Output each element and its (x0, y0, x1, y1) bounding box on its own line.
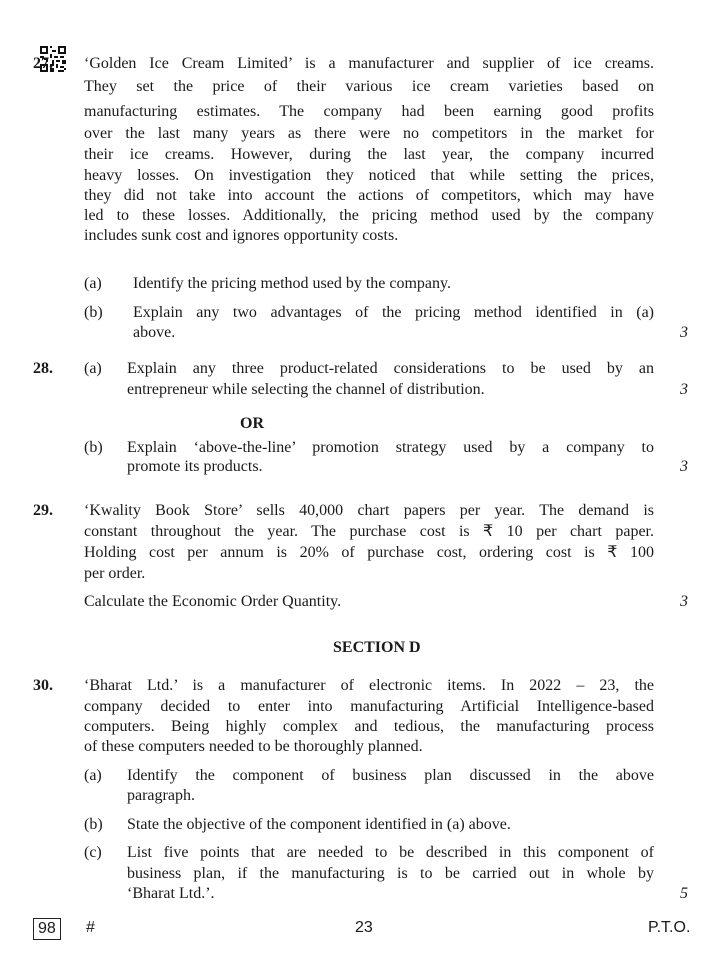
q27b-text-line: above. (133, 324, 176, 341)
q29-text-line: constant throughout the year. The purchase cost is ₹ 10 per chart paper. (84, 523, 654, 540)
q27a-text: Identify the pricing method used by the company. (133, 275, 451, 292)
pto-label: P.T.O. (648, 919, 691, 936)
subpart-label: (b) (84, 816, 103, 833)
q30c-text-line: List five points that are needed to be described in this component of (127, 844, 654, 861)
q28b-text-line: promote its products. (127, 458, 263, 475)
q30a-text-line: Identify the component of business plan discussed in the above (127, 767, 654, 784)
footer-hash: # (86, 919, 95, 936)
q27b-text-line: Explain any two advantages of the pricing method identified in (a) (133, 304, 654, 321)
marks: 3 (680, 593, 688, 610)
q27-text-line: manufacturing estimates. The company had been earning good profits (84, 103, 654, 120)
q30a-text-line: paragraph. (127, 787, 195, 804)
q27-text-line: ‘Golden Ice Cream Limited’ is a manufacturer and supplier of ice creams. (84, 55, 654, 72)
subpart-label: (a) (84, 275, 102, 292)
marks: 5 (680, 885, 688, 902)
question-number: 29. (33, 502, 53, 519)
q27-text-line: They set the price of their various ice cream varieties based on (84, 78, 654, 95)
paper-code-box: 98 (33, 918, 61, 940)
question-number: 30. (33, 677, 53, 694)
subpart-label: (a) (84, 767, 102, 784)
q30c-text-line: business plan, if the manufacturing is to be carried out in whole by (127, 865, 654, 882)
q30c-text-line: ‘Bharat Ltd.’. (127, 885, 215, 902)
q30-text-line: ‘Bharat Ltd.’ is a manufacturer of electronic items. In 2022 – 23, the (84, 677, 654, 694)
subpart-label: (b) (84, 439, 103, 456)
q29-text-line: ‘Kwality Book Store’ sells 40,000 chart papers per year. The demand is (84, 502, 654, 519)
q30-text-line: computers. Being highly complex and tedious, the manufacturing process (84, 718, 654, 735)
section-title: SECTION D (333, 639, 421, 656)
q29-task: Calculate the Economic Order Quantity. (84, 593, 342, 610)
q28b-text-line: Explain ‘above-the-line’ promotion strategy used by a company to (127, 439, 654, 456)
or-divider: OR (240, 415, 264, 432)
q28a-text-line: Explain any three product-related considerations to be used by an (127, 360, 654, 377)
q29-text-line: per order. (84, 565, 146, 582)
q27-text-line: heavy losses. On investigation they noticed that while setting the prices, (84, 167, 654, 184)
q30b-text: State the objective of the component identified in (a) above. (127, 816, 511, 833)
question-number: 28. (33, 360, 53, 377)
subpart-label: (a) (84, 360, 102, 377)
q27-text-line: they did not take into account the actions of competitors, which may have (84, 187, 654, 204)
q29-text-line: Holding cost per annum is 20% of purchase cost, ordering cost is ₹ 100 (84, 544, 654, 561)
marks: 3 (680, 458, 688, 475)
q30-text-line: of these computers needed to be thoroughly planned. (84, 738, 423, 755)
subpart-label: (b) (84, 304, 103, 321)
q27-text-line: includes sunk cost and ignores opportunity costs. (84, 227, 399, 244)
q30-text-line: company decided to enter into manufacturing Artificial Intelligence-based (84, 698, 654, 715)
q27-text-line: their ice creams. However, during the last year, the company incurred (84, 146, 654, 163)
marks: 3 (680, 324, 688, 341)
subpart-label: (c) (84, 844, 102, 861)
marks: 3 (680, 381, 688, 398)
q27-text-line: over the last many years as there were no competitors in the market for (84, 125, 654, 142)
q28a-text-line: entrepreneur while selecting the channel of distribution. (127, 381, 485, 398)
q27-text-line: led to these losses. Additionally, the pricing method used by the company (84, 207, 654, 224)
question-number: 27. (33, 55, 53, 72)
page-number: 23 (355, 919, 373, 936)
